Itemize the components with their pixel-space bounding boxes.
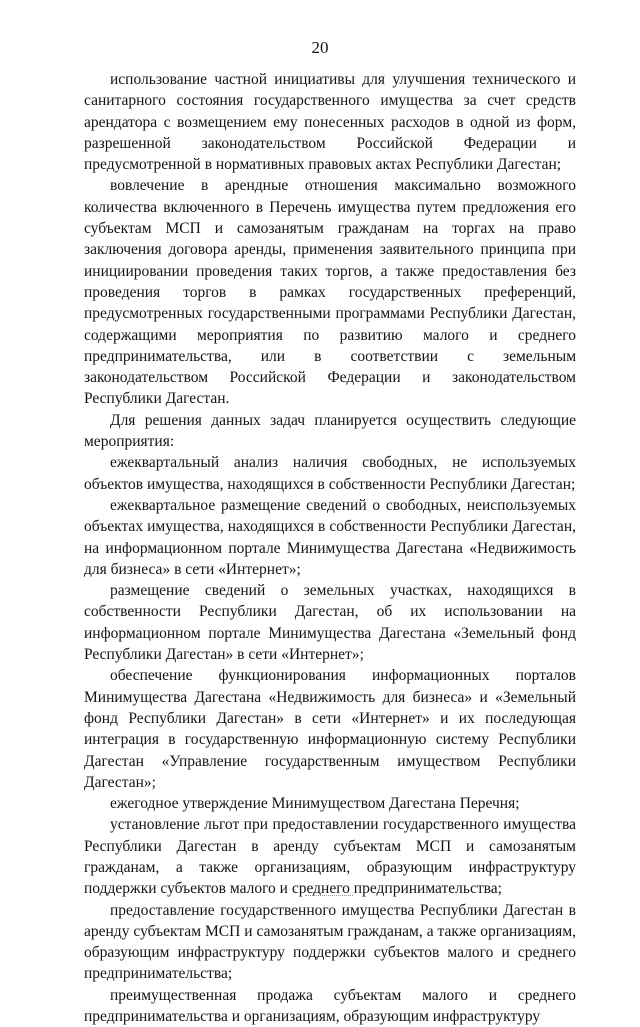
list-item: преимущественная продажа субъектам малого и среднего предпринимательства и организациям, образующим инфраструктуру [84, 986, 576, 1026]
paragraph: вовлечение в арендные отношения максимально возможного количества включенного в Перечень имущества путем предложения его субъектам МСП и самозанятым гражданам на торгах на право заключения договора аренды, применения заявительного принципа при инициировании проведения таких торгов, а также предоставления без проведения торгов в рамках государственных преференций, предусмотренных государственными программами Республики Дагестан, содержащими мероприятия по развитию малого и среднего предпринимательства, или в соответствии с земельным законодательством Российской Федерации и законодательством Республики Дагестан. [84, 177, 576, 408]
paragraph: использование частной инициативы для улучшения технического и санитарного состояния государственного имущества за счет средств арендатора с возмещением ему понесенных расходов в одной из форм, разрешенной законодательством Российской Федерации и предусмотренной в нормативных правовых актах Республики Дагестан; [84, 71, 576, 174]
list-item: установление льгот при предоставлении государственного имущества Республики Дагестан в аренду субъектам МСП и самозанятым гражданам, а также организациям, образующим инфраструктуру поддержки субъектов малого и среднего предпринимательства; [84, 816, 576, 898]
paragraph: Для решения данных задач планируется осуществить следующие мероприятия: [84, 411, 576, 451]
scan-artifact [305, 895, 353, 902]
list-item: обеспечение функционирования информационных порталов Минимущества Дагестана «Недвижимость для бизнеса» и «Земельный фонд Республики Дагестан» в сети «Интернет» и их последующая интеграция в государственную информационную систему Республики Дагестан «Управление государственным имуществом Республики Дагестан»; [84, 667, 576, 791]
list-item: ежеквартальный анализ наличия свободных, не используемых объектов имущества, находящихся в собственности Республики Дагестан; [84, 454, 576, 493]
list-item: размещение сведений о земельных участках, находящихся в собственности Республики Дагестан, об их использовании на информационном портале Минимущества Дагестана «Земельный фонд Республики Дагестан» в сети «Интернет»; [84, 582, 576, 664]
document-body [84, 69, 576, 1027]
list-item: ежеквартальное размещение сведений о свободных, неиспользуемых объектах имущества, находящихся в собственности Республики Дагестан, на информационном портале Минимущества Дагестана «Недвижимость для бизнеса» в сети «Интернет»; [84, 496, 576, 578]
list-item: предоставление государственного имущества Республики Дагестан в аренду субъектам МСП и самозанятым гражданам, а также организациям, образующим инфраструктуру поддержки субъектов малого и среднего предпринимательства; [84, 901, 576, 983]
page-number: 20 [311, 38, 329, 57]
list-item: ежегодное утверждение Минимуществом Дагестана Перечня; [110, 795, 520, 813]
